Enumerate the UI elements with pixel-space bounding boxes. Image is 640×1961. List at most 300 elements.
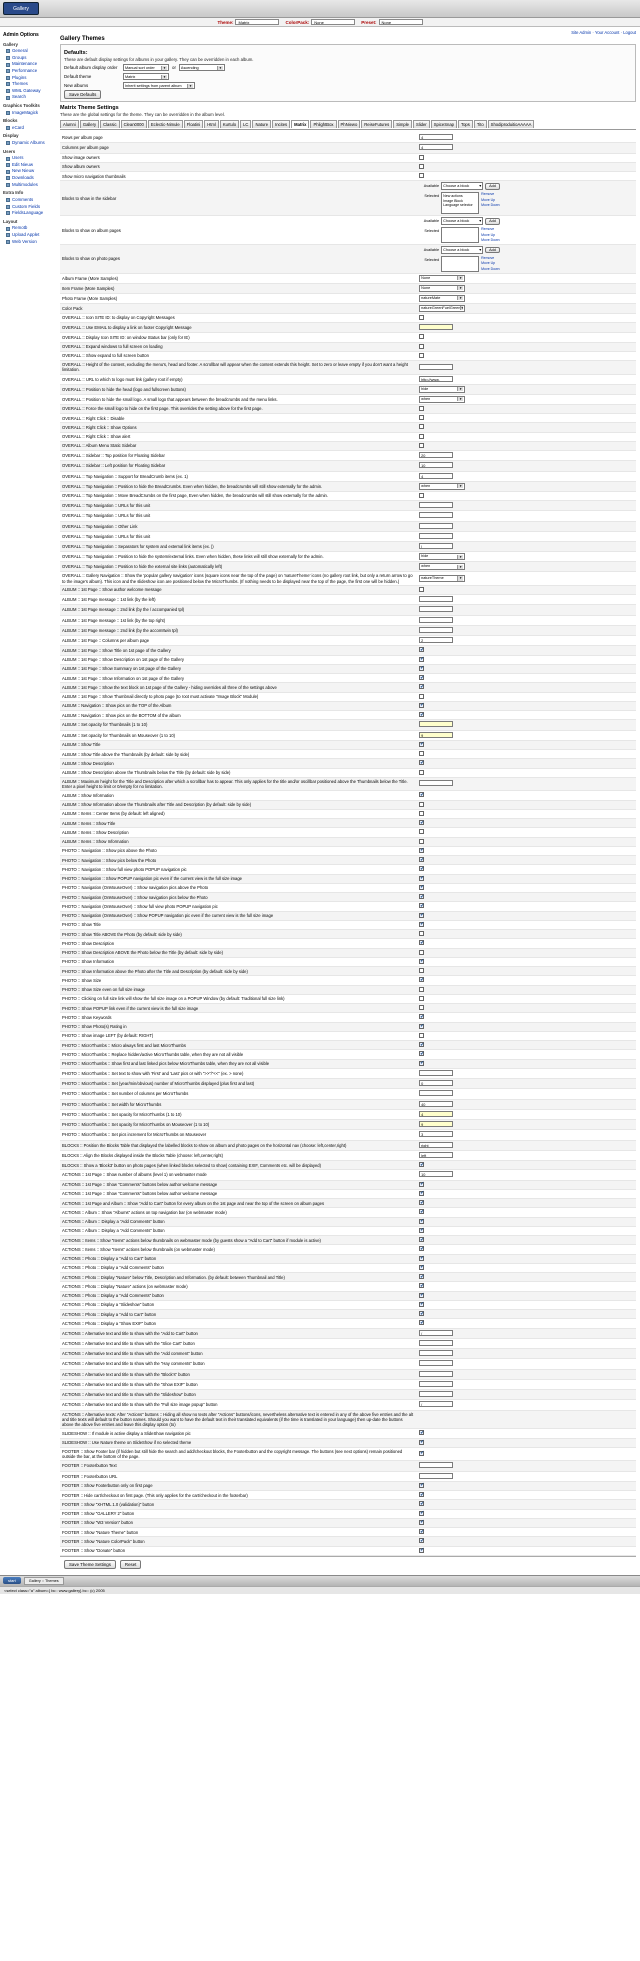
setting-select[interactable] xyxy=(419,275,465,282)
setting-checkbox[interactable] xyxy=(419,1162,424,1167)
settings-row xyxy=(60,730,636,740)
setting-checkbox[interactable] xyxy=(419,406,424,411)
setting-text-input[interactable] xyxy=(419,523,453,529)
blocks-move-down-link[interactable]: Move Down xyxy=(481,237,500,242)
tab-phniewo[interactable]: PhNiewo xyxy=(338,120,361,128)
sidebar-item-imagemagick[interactable] xyxy=(3,110,56,117)
setting-checkbox[interactable] xyxy=(419,885,424,890)
setting-text-input[interactable]: 4 xyxy=(419,144,453,150)
blocks-selected-listbox[interactable] xyxy=(441,256,479,272)
setting-label: OVERALL :: Top Navigation :: URLs for this unit xyxy=(60,531,417,541)
setting-label: OVERALL :: Top Navigation :: Other Link xyxy=(60,521,417,531)
blocks-available-label: Available xyxy=(423,248,440,252)
colorpack-value[interactable]: None xyxy=(311,19,355,25)
blocks-remove-link[interactable]: Remove xyxy=(481,256,495,260)
setting-label: ACTIONS :: Alternative text and title to show with the "Slice Cart" button xyxy=(60,1338,417,1348)
default-sort-select[interactable] xyxy=(123,64,169,71)
setting-checkbox[interactable] xyxy=(419,1005,424,1010)
tab-alumni[interactable]: Alumni xyxy=(60,120,79,128)
setting-text-input[interactable] xyxy=(419,721,453,727)
setting-control-cell xyxy=(417,542,636,552)
setting-text-input[interactable]: left xyxy=(419,1152,453,1158)
setting-checkbox[interactable] xyxy=(419,1033,424,1038)
blocks-selected-listbox[interactable] xyxy=(441,227,479,243)
setting-label: ACTIONS :: Alternative text and title to show with the "Full size image popup" button xyxy=(60,1400,417,1410)
tab-clean0000[interactable]: Clean0000 xyxy=(121,120,147,128)
setting-label: ALBUM :: Items :: Show Information xyxy=(60,837,417,846)
setting-checkbox[interactable] xyxy=(419,742,424,747)
blocks-move-up-link[interactable]: Move Up xyxy=(481,232,496,237)
site-admin-link[interactable]: Site Admin xyxy=(571,30,592,35)
settings-row xyxy=(60,172,636,181)
setting-label: OVERALL :: Top Navigation :: Support for BreadCrumb items (ex. 1) xyxy=(60,471,417,481)
setting-checkbox[interactable] xyxy=(419,1191,424,1196)
setting-control-cell xyxy=(417,1199,636,1208)
tab-kurtulo[interactable]: Kurtulo xyxy=(220,120,239,128)
setting-checkbox[interactable] xyxy=(419,1042,424,1047)
save-defaults-button[interactable]: Save Defaults xyxy=(64,90,101,99)
setting-checkbox[interactable] xyxy=(419,657,424,662)
sidebar-item-dynamic-albums[interactable] xyxy=(3,140,56,147)
sidebar-item-general[interactable] xyxy=(3,48,56,55)
blocks-remove-link[interactable]: Remove xyxy=(481,227,495,232)
settings-row xyxy=(60,1310,636,1319)
sidebar-item-new-nieuw[interactable] xyxy=(3,168,56,175)
settings-row xyxy=(60,883,636,892)
setting-checkbox[interactable] xyxy=(419,876,424,881)
settings-row xyxy=(60,216,636,245)
settings-row xyxy=(60,1379,636,1389)
setting-text-input[interactable] xyxy=(419,617,453,623)
setting-label: ALBUM :: 1st Page :: Show author welcome message xyxy=(60,585,417,594)
setting-text-input[interactable] xyxy=(419,1371,453,1377)
save-theme-settings-button[interactable]: Save Theme Settings xyxy=(64,1560,116,1569)
setting-checkbox[interactable] xyxy=(419,712,424,717)
start-button[interactable]: start xyxy=(3,1577,21,1584)
tab-shodiproduitioaaaaa[interactable]: ShodiproduitioAAAAA xyxy=(488,120,535,128)
settings-row xyxy=(60,636,636,646)
setting-checkbox[interactable] xyxy=(419,1228,424,1233)
setting-control-cell xyxy=(417,1471,636,1481)
settings-row xyxy=(60,664,636,673)
setting-checkbox[interactable] xyxy=(419,587,424,592)
setting-control-cell xyxy=(417,759,636,768)
settings-row xyxy=(60,313,636,322)
setting-select[interactable] xyxy=(419,295,465,302)
setting-text-input[interactable] xyxy=(419,324,453,330)
setting-text-input[interactable] xyxy=(419,1090,453,1096)
setting-text-input[interactable] xyxy=(419,1070,453,1076)
setting-checkbox[interactable] xyxy=(419,839,424,844)
setting-checkbox[interactable] xyxy=(419,1237,424,1242)
setting-checkbox[interactable] xyxy=(419,1219,424,1224)
setting-control-cell xyxy=(417,615,636,625)
setting-text-input[interactable]: 3 xyxy=(419,1131,453,1137)
setting-checkbox[interactable] xyxy=(419,694,424,699)
tab-reisefutures[interactable]: ReiseFutures xyxy=(361,120,392,128)
setting-label: BLOCKS :: Show a 'Block3' button on photo pages (when linked blocks selected to show) containing EXIF, Comments etc. will be displayed) xyxy=(60,1161,417,1170)
tab-classic[interactable]: Classic xyxy=(100,120,120,128)
setting-checkbox[interactable] xyxy=(419,675,424,680)
setting-checkbox[interactable] xyxy=(419,684,424,689)
sidebar-item-themes[interactable] xyxy=(3,81,56,88)
blocks-move-up-link[interactable]: Move Up xyxy=(481,261,496,266)
sidebar-item-multimodules[interactable] xyxy=(3,182,56,189)
setting-text-input[interactable]: / xyxy=(419,1330,453,1336)
statusbar-text: <select class="a" album={ bc:: www.gallery} bc:: (c) 2005 xyxy=(4,1587,105,1593)
settings-row xyxy=(60,930,636,939)
setting-checkbox[interactable] xyxy=(419,940,424,945)
setting-checkbox[interactable] xyxy=(419,866,424,871)
sidebar-item-search[interactable] xyxy=(3,94,56,101)
settings-row xyxy=(60,1447,636,1461)
preset-value[interactable]: None xyxy=(379,19,423,25)
setting-text-input[interactable]: 9 xyxy=(419,732,453,738)
sidebar-item-maintenance[interactable] xyxy=(3,61,56,68)
settings-row xyxy=(60,1161,636,1170)
setting-checkbox[interactable] xyxy=(419,1302,424,1307)
your-account-link[interactable]: Your Account xyxy=(594,30,620,35)
setting-control-cell xyxy=(417,605,636,615)
blocks-move-up-link[interactable]: Move Up xyxy=(481,197,496,202)
setting-text-input[interactable]: / xyxy=(419,1401,453,1407)
setting-checkbox[interactable] xyxy=(419,922,424,927)
setting-text-input[interactable]: | xyxy=(419,543,453,549)
setting-checkbox[interactable] xyxy=(419,1293,424,1298)
setting-text-input[interactable] xyxy=(419,533,453,539)
tab-simple[interactable]: Simple xyxy=(393,120,412,128)
settings-row xyxy=(60,1004,636,1013)
setting-checkbox[interactable] xyxy=(419,894,424,899)
settings-row xyxy=(60,1013,636,1022)
setting-text-input[interactable] xyxy=(419,780,453,786)
settings-row xyxy=(60,759,636,768)
setting-checkbox[interactable] xyxy=(419,1182,424,1187)
setting-checkbox[interactable] xyxy=(419,959,424,964)
setting-label: ALBUM :: 1st Page message :: 1st link (by the left) xyxy=(60,595,417,605)
setting-checkbox[interactable] xyxy=(419,1311,424,1316)
tab-nature[interactable]: Nature xyxy=(252,120,271,128)
setting-checkbox[interactable] xyxy=(419,1051,424,1056)
setting-checkbox[interactable] xyxy=(419,931,424,936)
setting-checkbox[interactable] xyxy=(419,1256,424,1261)
tab-gallery[interactable]: Gallery xyxy=(80,120,99,128)
blocks-selected-row xyxy=(419,256,500,272)
setting-checkbox[interactable] xyxy=(419,1501,424,1506)
setting-text-input[interactable] xyxy=(419,1340,453,1346)
setting-text-input[interactable] xyxy=(419,1462,453,1468)
setting-label: OVERALL :: Top Navigation :: URLs for this unit xyxy=(60,501,417,511)
setting-text-input[interactable]: 40 xyxy=(419,1101,453,1107)
setting-control-cell xyxy=(417,1481,636,1490)
setting-checkbox[interactable] xyxy=(419,443,424,448)
list-item[interactable]: New actions xyxy=(443,194,463,199)
setting-checkbox[interactable] xyxy=(419,829,424,834)
sidebar-item-plugins[interactable] xyxy=(3,75,56,82)
setting-checkbox[interactable] xyxy=(419,1520,424,1525)
setting-checkbox[interactable] xyxy=(419,903,424,908)
setting-checkbox[interactable] xyxy=(419,811,424,816)
setting-text-input[interactable]: 10 xyxy=(419,462,453,468)
setting-checkbox[interactable] xyxy=(419,434,424,439)
reset-button[interactable]: Reset xyxy=(120,1560,141,1569)
setting-checkbox[interactable] xyxy=(419,857,424,862)
setting-text-input[interactable]: 4 xyxy=(419,134,453,140)
setting-control-cell xyxy=(417,273,636,283)
tab-tops[interactable]: Tops xyxy=(458,120,473,128)
setting-checkbox[interactable] xyxy=(419,1538,424,1543)
setting-checkbox[interactable] xyxy=(419,173,424,178)
theme-tabs[interactable] xyxy=(60,120,636,130)
tab-phlightbox[interactable]: PhlightBox xyxy=(310,120,336,128)
setting-label: PHOTO :: Navigation :: Show full view photo POPUP navigation pic xyxy=(60,865,417,874)
setting-checkbox[interactable] xyxy=(419,770,424,775)
defaults-panel xyxy=(60,44,636,102)
setting-checkbox[interactable] xyxy=(419,334,424,339)
blocks-move-down-link[interactable]: Move Down xyxy=(481,266,500,271)
setting-select[interactable] xyxy=(419,553,465,560)
setting-checkbox[interactable] xyxy=(419,1200,424,1205)
blocks-picker xyxy=(419,182,634,214)
setting-text-input[interactable]: 4 xyxy=(419,1111,453,1117)
setting-label: ACTIONS :: Photo :: Display a "Add to Cart" button xyxy=(60,1310,417,1319)
blocks-add-button[interactable]: Add xyxy=(485,247,500,254)
blocks-remove-link[interactable]: Remove xyxy=(481,192,495,197)
setting-checkbox[interactable] xyxy=(419,820,424,825)
sidebar-item-custom-fields[interactable] xyxy=(3,204,56,211)
setting-checkbox[interactable] xyxy=(419,1529,424,1534)
setting-checkbox[interactable] xyxy=(419,315,424,320)
new-albums-select[interactable] xyxy=(123,82,195,89)
settings-row xyxy=(60,920,636,929)
settings-row xyxy=(60,740,636,749)
setting-checkbox[interactable] xyxy=(419,913,424,918)
sidebar-item-label: ImageMagick xyxy=(12,109,39,115)
setting-control-cell xyxy=(417,777,636,791)
setting-select[interactable] xyxy=(419,563,465,570)
settings-row xyxy=(60,404,636,413)
setting-checkbox[interactable] xyxy=(419,1283,424,1288)
setting-text-input[interactable] xyxy=(419,606,453,612)
taskbar-item[interactable]: Gallery :: Themes xyxy=(24,1577,64,1585)
setting-checkbox[interactable] xyxy=(419,1430,424,1435)
setting-select[interactable] xyxy=(419,305,465,312)
setting-checkbox[interactable] xyxy=(419,760,424,765)
setting-label: FOOTER :: Show Footerbutton only on first page xyxy=(60,1481,417,1490)
chevron-down-icon: ▾ xyxy=(187,84,193,88)
setting-text-input[interactable] xyxy=(419,502,453,508)
settings-row xyxy=(60,531,636,541)
sidebar-group-title: Layout xyxy=(3,218,18,224)
setting-label: Show micro navigation thumbnails xyxy=(60,172,417,181)
setting-checkbox[interactable] xyxy=(419,353,424,358)
setting-checkbox[interactable] xyxy=(419,1265,424,1270)
setting-text-input[interactable] xyxy=(419,512,453,518)
tab-matrix[interactable]: Matrix xyxy=(291,120,309,128)
list-item[interactable]: Language selector xyxy=(443,203,473,208)
setting-checkbox[interactable] xyxy=(419,751,424,756)
tab-tito[interactable]: Tito xyxy=(474,120,487,128)
setting-checkbox[interactable] xyxy=(419,1483,424,1488)
setting-checkbox[interactable] xyxy=(419,1209,424,1214)
tab-floatini[interactable]: Floatini xyxy=(184,120,204,128)
setting-checkbox[interactable] xyxy=(419,164,424,169)
setting-text-input[interactable]: 10 xyxy=(419,1171,453,1177)
setting-checkbox[interactable] xyxy=(419,424,424,429)
theme-settings-note: These are the global settings for the theme. They can be overridden in the album level. xyxy=(60,112,225,117)
setting-checkbox[interactable] xyxy=(419,1440,424,1445)
setting-select[interactable] xyxy=(419,575,465,582)
setting-checkbox[interactable] xyxy=(419,1014,424,1019)
setting-text-input[interactable] xyxy=(419,627,453,633)
setting-text-input[interactable] xyxy=(419,1391,453,1397)
sidebar-item-groups[interactable] xyxy=(3,55,56,62)
setting-label: PHOTO :: Navigation :: Show POPUP navigation pic even if the current view is the full size image xyxy=(60,874,417,883)
sidebar-item-comments[interactable] xyxy=(3,197,56,204)
chevron-down-icon: ▾ xyxy=(457,576,463,580)
settings-row xyxy=(60,1109,636,1119)
settings-row xyxy=(60,1189,636,1198)
setting-checkbox[interactable] xyxy=(419,1511,424,1516)
setting-checkbox[interactable] xyxy=(419,1274,424,1279)
setting-checkbox[interactable] xyxy=(419,968,424,973)
setting-label: FOOTER :: Show Footer bar (if hidden but still hide the search and add/checkout blocks, the Footerbutton and the copyright message. The buttons (see next options) remain positioned outside the bar, at the bottom of the page. xyxy=(60,1447,417,1461)
list-item[interactable]: Image Block xyxy=(443,198,463,203)
setting-checkbox[interactable] xyxy=(419,647,424,652)
tab-eclectic-nimule[interactable]: Eclectic-Nimule xyxy=(148,120,183,128)
setting-label: FOOTER :: Footerbutton URL xyxy=(60,1471,417,1481)
setting-checkbox[interactable] xyxy=(419,1548,424,1553)
setting-control-cell xyxy=(417,1349,636,1359)
setting-checkbox[interactable] xyxy=(419,950,424,955)
setting-checkbox[interactable] xyxy=(419,802,424,807)
blocks-selected-listbox[interactable] xyxy=(441,192,479,214)
sidebar-item-edit-nieuw[interactable] xyxy=(3,162,56,169)
taskbar xyxy=(0,1575,640,1586)
default-theme-select[interactable] xyxy=(123,73,169,80)
setting-checkbox[interactable] xyxy=(419,493,424,498)
settings-row xyxy=(60,1130,636,1140)
sidebar-bullet-icon xyxy=(6,82,10,86)
theme-value[interactable]: Matrix xyxy=(235,19,279,25)
sidebar-item-web-version[interactable] xyxy=(3,239,56,246)
settings-row xyxy=(60,1369,636,1379)
blocks-add-button[interactable]: Add xyxy=(485,183,500,190)
setting-checkbox[interactable] xyxy=(419,344,424,349)
setting-label: FOOTER :: Hide cart/checkout on first page. (This only applies for the cart/checkout in the footerbar) xyxy=(60,1491,417,1500)
setting-control-cell xyxy=(417,181,636,216)
sidebar-item-ecard[interactable] xyxy=(3,125,56,132)
setting-checkbox[interactable] xyxy=(419,1320,424,1325)
setting-label: ACTIONS :: Photo :: Display a "Add to Cart" button xyxy=(60,1254,417,1263)
tab-slider[interactable]: Slider xyxy=(413,120,430,128)
setting-select[interactable] xyxy=(419,386,465,393)
blocks-available-row xyxy=(419,217,500,225)
sidebar-group-title: Graphics Toolkits xyxy=(3,102,40,108)
sidebar-item-wml-gateway[interactable] xyxy=(3,88,56,95)
sidebar-item-fieldslanguage[interactable] xyxy=(3,210,56,217)
page-body xyxy=(0,27,640,1575)
settings-row xyxy=(60,323,636,333)
setting-control-cell xyxy=(417,1328,636,1338)
settings-row xyxy=(60,1338,636,1348)
settings-row xyxy=(60,333,636,342)
setting-checkbox[interactable] xyxy=(419,666,424,671)
setting-text-input[interactable] xyxy=(419,1350,453,1356)
blocks-add-button[interactable]: Add xyxy=(485,218,500,225)
blocks-selected-label: Selected xyxy=(424,258,440,262)
setting-checkbox[interactable] xyxy=(419,1246,424,1251)
setting-checkbox[interactable] xyxy=(419,1061,424,1066)
setting-text-input[interactable]: 4 xyxy=(419,473,453,479)
setting-text-input[interactable] xyxy=(419,364,453,370)
setting-text-input[interactable]: http://www. xyxy=(419,376,453,382)
setting-label: OVERALL :: Display Icon SITE ID: on window Status bar (only for IE) xyxy=(60,333,417,342)
setting-text-input[interactable]: right xyxy=(419,1142,453,1148)
tab-lc[interactable]: LC xyxy=(240,120,251,128)
setting-text-input[interactable] xyxy=(419,1473,453,1479)
sidebar-item-performance[interactable] xyxy=(3,68,56,75)
setting-control-cell xyxy=(417,701,636,710)
setting-checkbox[interactable] xyxy=(419,703,424,708)
setting-text-input[interactable] xyxy=(419,596,453,602)
setting-checkbox[interactable] xyxy=(419,977,424,982)
settings-row xyxy=(60,595,636,605)
setting-select[interactable] xyxy=(419,396,465,403)
default-sort-direction-select[interactable] xyxy=(179,64,225,71)
setting-checkbox[interactable] xyxy=(419,848,424,853)
setting-checkbox[interactable] xyxy=(419,987,424,992)
setting-checkbox[interactable] xyxy=(419,792,424,797)
setting-text-input[interactable]: 9 xyxy=(419,1121,453,1127)
tab-html[interactable]: Html xyxy=(204,120,219,128)
sidebar-item-remotb[interactable] xyxy=(3,225,56,232)
sidebar-item-downloads[interactable] xyxy=(3,175,56,182)
setting-select[interactable] xyxy=(419,285,465,292)
blocks-available-select[interactable] xyxy=(441,182,483,190)
setting-control-cell xyxy=(417,501,636,511)
blocks-available-select[interactable] xyxy=(441,246,483,254)
setting-checkbox[interactable] xyxy=(419,1024,424,1029)
setting-label: ALBUM :: Navigation :: Show pics on the TOP of the Album xyxy=(60,701,417,710)
setting-text-input[interactable] xyxy=(419,1360,453,1366)
setting-checkbox[interactable] xyxy=(419,996,424,1001)
setting-text-input[interactable]: 2 xyxy=(419,637,453,643)
setting-control-cell xyxy=(417,1161,636,1170)
setting-checkbox[interactable] xyxy=(419,415,424,420)
sidebar-item-users[interactable] xyxy=(3,155,56,162)
setting-text-input[interactable]: 20 xyxy=(419,452,453,458)
preset-label: Preset: xyxy=(361,19,377,25)
setting-checkbox[interactable] xyxy=(419,1492,424,1497)
setting-select[interactable] xyxy=(419,483,465,490)
tab-spicesnap[interactable]: SpiceSnap xyxy=(431,120,457,128)
blocks-available-select[interactable] xyxy=(441,217,483,225)
settings-row xyxy=(60,1481,636,1490)
setting-checkbox[interactable] xyxy=(419,1451,424,1456)
setting-text-input[interactable] xyxy=(419,1381,453,1387)
setting-checkbox[interactable] xyxy=(419,155,424,160)
setting-label: ACTIONS :: Photo :: Display a "Slideshow" button xyxy=(60,1300,417,1309)
blocks-move-down-link[interactable]: Move Down xyxy=(481,202,500,207)
logout-link[interactable]: Logout xyxy=(623,30,636,35)
setting-text-input[interactable]: 0 xyxy=(419,1080,453,1086)
setting-label: PHOTO :: MicroThumbs :: Show first and last linked pics below MicroThumbs table, when they are not all visible xyxy=(60,1059,417,1068)
setting-control-cell xyxy=(417,1369,636,1379)
sidebar-item-upload-applet[interactable] xyxy=(3,232,56,239)
tab-incites[interactable]: Incites xyxy=(272,120,290,128)
settings-row xyxy=(60,1254,636,1263)
